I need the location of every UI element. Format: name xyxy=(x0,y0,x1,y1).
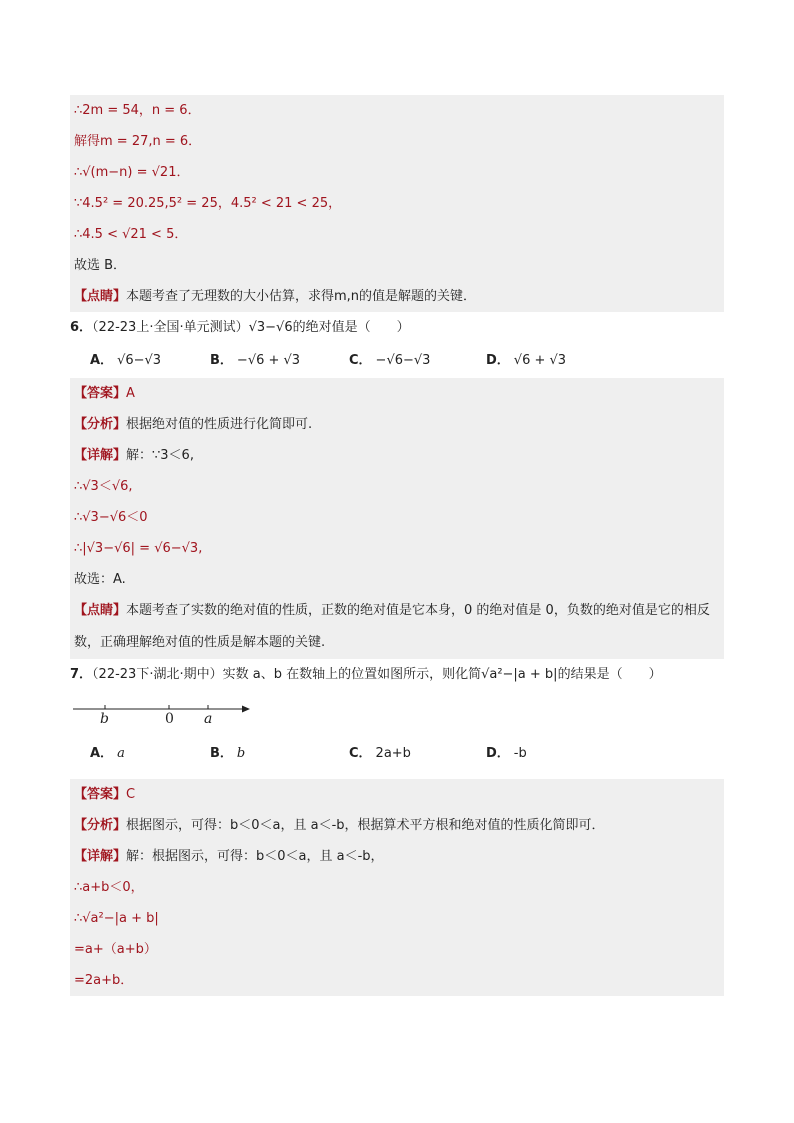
solution-block-q5 xyxy=(70,95,724,312)
solution-block-q7 xyxy=(70,779,724,996)
option-a: A． √6−√3 xyxy=(90,353,162,368)
option-b: B． b xyxy=(210,746,246,761)
dianjing-text: 本题考查了无理数的大小估算，求得m,n的值是解题的关键． xyxy=(126,289,477,304)
detail-line: ∴√3＜√6, xyxy=(74,479,133,494)
question-number: 7． xyxy=(70,667,93,682)
option-c: C． 2a+b xyxy=(349,746,411,761)
analysis-text: 根据图示，可得：b＜0＜a，且 a＜-b，根据算术平方根和绝对值的性质化简即可． xyxy=(126,818,605,833)
detail-line: 故选：A. xyxy=(74,572,126,587)
detail-line: ∴√3−√6＜0 xyxy=(74,510,148,525)
label-a: a xyxy=(204,711,213,727)
detail-line: =2a+b． xyxy=(74,973,134,988)
question-6-options xyxy=(70,344,724,378)
question-text: 实数 a、b 在数轴上的位置如图所示，则化简√a²−|a + b|的结果是（ ） xyxy=(222,667,662,682)
answer-row: 【答案】C xyxy=(74,787,136,802)
option-c: C． −√6−√3 xyxy=(349,353,431,368)
solution-line: ∴4.5 < √21 < 5． xyxy=(74,227,188,242)
option-b: B． −√6 + √3 xyxy=(210,353,301,368)
dianjing-row xyxy=(70,281,724,312)
option-a: A． a xyxy=(90,746,125,761)
axis-arrow-icon xyxy=(242,706,250,713)
detail-row: 【详解】解：根据图示，可得：b＜0＜a，且 a＜-b， xyxy=(74,849,384,864)
detail-text: 解：∵3＜6, xyxy=(126,448,194,463)
solution-line: ∵4.5² = 20.25,5² = 25，4.5² < 21 < 25， xyxy=(74,196,342,211)
detail-line: ∴|√3−√6| = √6−√3, xyxy=(74,541,203,556)
solution-line: ∴2m = 54，n = 6． xyxy=(74,103,201,118)
analysis-row: 【分析】根据绝对值的性质进行化简即可. xyxy=(74,417,313,432)
solution-block-q6 xyxy=(70,378,724,659)
analysis-row: 【分析】根据图示，可得：b＜0＜a，且 a＜-b，根据算术平方根和绝对值的性质化简即可． xyxy=(74,818,605,833)
question-7-options xyxy=(70,737,724,771)
question-source: （22-23上·全国·单元测试） xyxy=(92,320,249,335)
solution-line: ∴√(m−n) = √21． xyxy=(74,165,190,180)
detail-line: ∴√a²−|a + b| xyxy=(74,911,159,926)
dianjing-tag: 【点睛】 xyxy=(74,289,127,304)
solution-line: 故选 B． xyxy=(74,258,127,273)
dianjing-row: 【点睛】本题考查了实数的绝对值的性质，正数的绝对值是它本身，0 的绝对值是 0，负数的绝对值是它的相反数，正确理解绝对值的性质是解本题的关键. xyxy=(74,603,710,650)
label-0: 0 xyxy=(165,711,174,727)
page-content xyxy=(70,95,724,996)
answer-row: 【答案】A xyxy=(74,386,135,401)
option-d: D． -b xyxy=(486,746,527,761)
option-d: D． √6 + √3 xyxy=(486,353,567,368)
label-b: b xyxy=(100,711,109,727)
question-source: （22-23下·湖北·期中） xyxy=(92,667,223,682)
answer-value: C xyxy=(126,787,136,802)
detail-text: 解：根据图示，可得：b＜0＜a，且 a＜-b， xyxy=(126,849,384,864)
number-line-figure xyxy=(70,691,724,731)
answer-value: A xyxy=(126,386,135,401)
question-6-stem xyxy=(70,312,724,344)
detail-line: =a+（a+b） xyxy=(74,942,157,957)
detail-row: 【详解】解：∵3＜6, xyxy=(74,448,194,463)
dianjing-text: 本题考查了实数的绝对值的性质，正数的绝对值是它本身，0 的绝对值是 0，负数的绝对值是它的相反数，正确理解绝对值的性质是解本题的关键. xyxy=(74,603,710,650)
analysis-text: 根据绝对值的性质进行化简即可. xyxy=(126,417,313,432)
detail-line: ∴a+b＜0， xyxy=(74,880,144,895)
solution-line: 解得m = 27,n = 6． xyxy=(74,134,202,149)
question-7-stem xyxy=(70,659,724,691)
question-text: √3−√6的绝对值是（ ） xyxy=(248,320,410,335)
question-number: 6． xyxy=(70,320,93,335)
